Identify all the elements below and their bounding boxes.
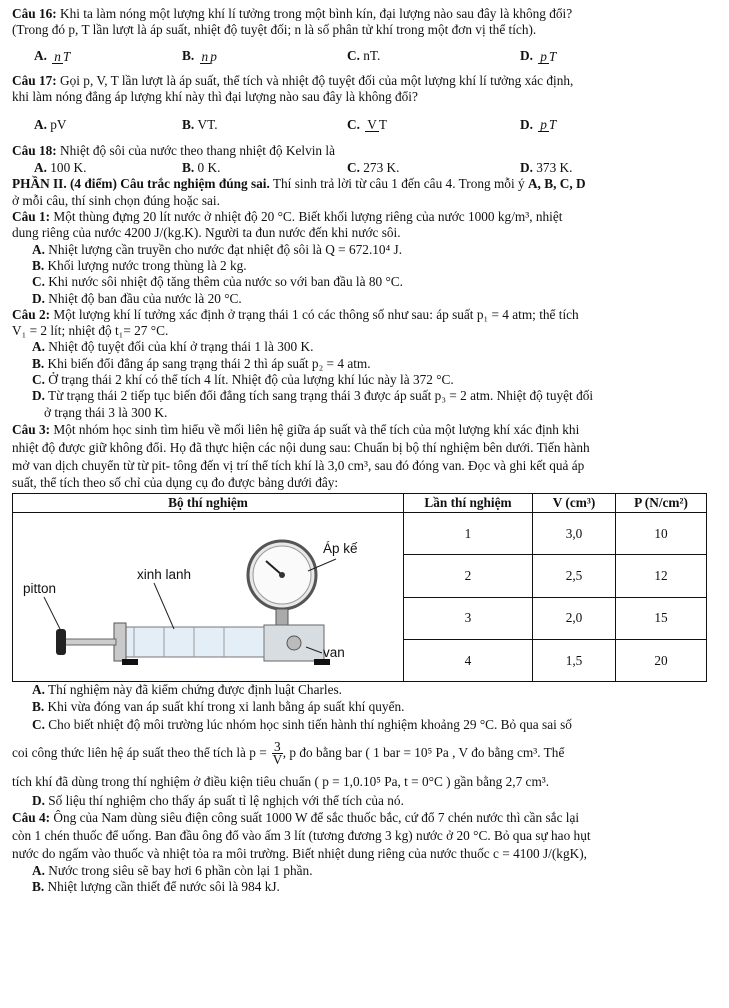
row2-volume: 2,5	[533, 555, 616, 597]
q18-stem: Câu 18: Nhiệt độ sôi của nước theo thang nhiệt độ Kelvin là	[12, 143, 335, 159]
q18-option-d: D. 373 K.	[520, 160, 573, 176]
c2-option-b: B. Khi biến đổi đẳng áp sang trạng thái 2 thì áp suất p₂ = 4 atm.	[32, 355, 371, 371]
apparatus-figure	[13, 513, 403, 678]
row4-trial: 4	[404, 639, 533, 681]
label-cylinder: xinh lanh	[137, 567, 192, 583]
c1-option-a: A. Nhiệt lượng cần truyền cho nước đạt nhiệt độ sôi là Q = 672.10⁴ J.	[32, 241, 403, 257]
c3-stem3: mở van dịch chuyển từ từ pit- tông đến vị trí thể tích khí là 3,0 cm³, sau đó đóng van. Đọc và ghi kết quả áp	[12, 457, 585, 473]
q18-options	[12, 159, 717, 176]
row4-pressure: 20	[616, 639, 707, 681]
part2-heading: PHẦN II. (4 điểm) Câu trắc nghiệm đúng sai. Thí sinh trả lời từ câu 1 đến câu 4. Trong mỗi ý A, B, C, D	[12, 176, 586, 192]
c4-stem: Câu 4: Ông của Nam dùng siêu điện công suất 1000 W để sắc thuốc bắc, cứ đổ 7 chén nước thì cần sắc lại	[12, 810, 580, 826]
c4-stem2: còn 1 chén thuốc để uống. Ban đầu ông đổ vào ấm 3 lít (tương đương 3 kg) nước ở 20 °C. Bỏ qua sự hao hụt	[12, 828, 591, 844]
q16-option-a: A. n T	[34, 48, 71, 64]
q17-option-c: C. V T	[347, 116, 387, 133]
q16-option-c: C. nT.	[347, 48, 381, 64]
c4-option-b: B. Nhiệt lượng cần thiết để nước sôi là 984 kJ.	[32, 879, 280, 895]
label-piston: pitton	[23, 581, 57, 597]
row2-trial: 2	[404, 555, 533, 597]
q16-options	[12, 39, 717, 73]
q17-option-a: A. pV	[34, 116, 67, 132]
c2-option-d-cont: ở trạng thái 3 là 300 K.	[44, 404, 168, 420]
c3-stem4: suất, thể tích theo số chỉ của dụng cụ đo được bảng dưới đây:	[12, 474, 339, 490]
q17-option-d: D. p T	[520, 116, 557, 133]
q16-stem: Câu 16: Khi ta làm nóng một lượng khí lí tưởng trong một bình kín, đại lượng nào sau đây là không đổi?	[12, 6, 573, 21]
c4-stem3: nước do ngấm vào thuốc và nhiệt tỏa ra môi trường. Biết nhiệt dung riêng của nước thuốc c = 4100 J/(kgK),	[12, 846, 587, 862]
row3-pressure: 15	[616, 597, 707, 639]
c3-option-c-cont: tích khí đã dùng trong thí nghiệm ở điều kiện tiêu chuẩn ( p = 1,0.10⁵ Pa, t = 0°C ) gần bằng 2,7 cm³.	[12, 773, 550, 789]
label-gauge: Áp kế	[323, 541, 358, 557]
row1-volume: 3,0	[533, 513, 616, 555]
q17-options	[12, 105, 717, 143]
q17-stem2: khi làm nóng đẳng áp lượng khí này thì đại lượng nào sau đây là không đổi?	[12, 88, 418, 104]
row4-volume: 1,5	[533, 639, 616, 681]
c3-option-a: A. Thí nghiệm này đã kiểm chứng được định luật Charles.	[32, 682, 342, 698]
q16-title: Câu 16:	[12, 6, 57, 21]
c2-stem2: V₁ = 2 lít; nhiệt độ t₁= 27 °C.	[12, 323, 169, 339]
q18-option-a: A. 100 K.	[34, 160, 87, 176]
q17-stem: Câu 17: Gọi p, V, T lần lượt là áp suất, thể tích và nhiệt độ tuyệt đối của một lượng khí lí tưởng xác định,	[12, 72, 574, 88]
row1-pressure: 10	[616, 513, 707, 555]
row3-trial: 3	[404, 597, 533, 639]
c4-option-a: A. Nước trong siêu sẽ bay hơi 6 phần còn lại 1 phần.	[32, 863, 313, 879]
q17-option-b: B. VT.	[182, 116, 218, 132]
q16-note: (Trong đó p, T lần lượt là áp suất, nhiệt độ tuyệt đối; n là số phân tử khí trong một đơn vị thể tích).	[12, 22, 537, 38]
row3-volume: 2,0	[533, 597, 616, 639]
header-pressure: P (N/cm²)	[616, 494, 707, 513]
q16-option-b: B. n p	[182, 48, 217, 64]
table-row	[13, 513, 707, 555]
experiment-table	[12, 493, 707, 682]
c2-option-a: A. Nhiệt độ tuyệt đối của khí ở trạng thái 1 là 300 K.	[32, 339, 314, 355]
c3-option-d: D. Số liệu thí nghiệm cho thấy áp suất tỉ lệ nghịch với thể tích của nó.	[32, 792, 404, 808]
q18-option-c: C. 273 K.	[347, 160, 400, 176]
label-valve: van	[323, 645, 345, 661]
c1-stem2: dung riêng của nước 4200 J/(kg.K). Người ta đun nước đến khi nước sôi.	[12, 225, 401, 241]
row2-pressure: 12	[616, 555, 707, 597]
c2-stem: Câu 2: Một lượng khí lí tưởng xác định ở trạng thái 1 có các thông số như sau: áp suất p₁ = 4 atm; thể tích	[12, 306, 579, 322]
device-cell	[13, 513, 404, 682]
q18-option-b: B. 0 K.	[182, 160, 221, 176]
exam-page	[12, 6, 717, 896]
c1-option-d: D. Nhiệt độ ban đầu của nước là 20 °C.	[32, 290, 242, 306]
q16-option-d: D. p T	[520, 48, 557, 64]
c3-option-b: B. Khi vừa đóng van áp suất khí trong xi lanh bằng áp suất khí quyển.	[32, 698, 405, 714]
c3-stem: Câu 3: Một nhóm học sinh tìm hiểu về mối liên hệ giữa áp suất và thể tích của một lượng khí xác định khi	[12, 421, 580, 437]
header-device: Bộ thí nghiệm	[13, 494, 404, 513]
header-volume: V (cm³)	[533, 494, 616, 513]
row1-trial: 1	[404, 513, 533, 555]
c1-option-c: C. Khi nước sôi nhiệt độ tăng thêm của nước so với ban đầu là 80 °C.	[32, 274, 403, 290]
c2-option-c: C. Ở trạng thái 2 khí có thể tích 4 lít. Nhiệt độ của lượng khí lúc này là 372 °C.	[32, 372, 454, 388]
c2-option-d: D. Từ trạng thái 2 tiếp tục biến đổi đẳng tích sang trạng thái 3 được áp suất p₃ = 2 atm. Nhiệt độ tuyệt đối	[32, 388, 594, 404]
c3-option-c: C. Cho biết nhiệt độ môi trường lúc nhóm học sinh tiến hành thí nghiệm khoảng 29 °C. Bỏ qua sai số	[32, 716, 572, 732]
c3-stem2: nhiệt độ được giữ không đổi. Họ đã thực hiện các nội dung sau: Chuẩn bị bộ thí nghiệm bên dưới. Tiến hành	[12, 439, 590, 455]
header-trial: Lần thí nghiệm	[404, 494, 533, 513]
c1-stem: Câu 1: Một thùng đựng 20 lít nước ở nhiệt độ 20 °C. Biết khối lượng riêng của nước 1000 kg/m³, nhiệt	[12, 209, 563, 225]
c1-option-b: B. Khối lượng nước trong thùng là 2 kg.	[32, 257, 247, 273]
part2-intro2: ở mỗi câu, thí sinh chọn đúng hoặc sai.	[12, 192, 220, 208]
table-header-row	[13, 494, 707, 513]
c3-option-c-formula: coi công thức liên hệ áp suất theo thể tích là p = $\frac{3}{V}$ , p đo bằng bar ( 1 bar = 10⁵ Pa , V đo bằng cm³. Thể	[12, 739, 565, 768]
